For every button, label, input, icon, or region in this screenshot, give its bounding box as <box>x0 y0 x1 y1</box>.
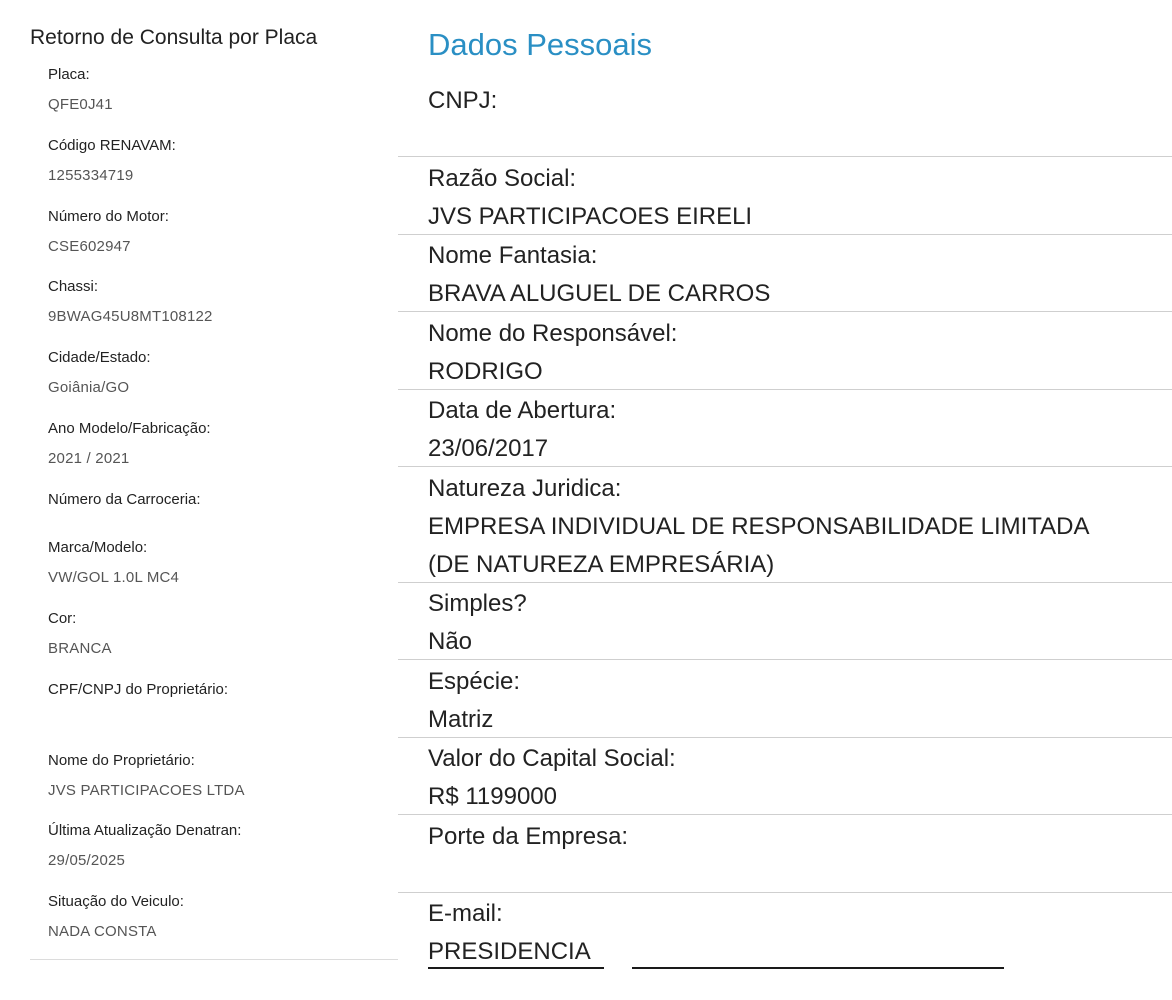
field-value: 23/06/2017 <box>428 435 549 462</box>
field-motor <box>48 207 388 257</box>
field-value: EMPRESA INDIVIDUAL DE RESPONSABILIDADE LIMITADA <box>428 513 1090 540</box>
field-label: Razão Social: <box>428 165 577 192</box>
divider <box>398 582 1172 583</box>
field-label: Porte da Empresa: <box>428 823 629 850</box>
field-label: Marca/Modelo: <box>48 539 148 556</box>
field-value <box>48 710 388 730</box>
divider <box>398 389 1172 390</box>
field-label: CNPJ: <box>428 87 498 114</box>
field-value: JVS PARTICIPACOES EIRELI <box>428 203 753 230</box>
divider <box>398 892 1172 893</box>
field-label: Ano Modelo/Fabricação: <box>48 420 211 437</box>
field-nome-proprietario <box>48 751 388 801</box>
divider <box>398 311 1172 312</box>
field-label: Espécie: <box>428 668 521 695</box>
field-label: Última Atualização Denatran: <box>48 822 242 839</box>
field-label: Nome do Responsável: <box>428 320 678 347</box>
redaction-mark <box>632 967 1004 969</box>
field-value: RODRIGO <box>428 358 543 385</box>
field-value-line2: (DE NATUREZA EMPRESÁRIA) <box>428 551 775 578</box>
field-ano-modelo <box>48 419 388 469</box>
field-ultima-atualizacao <box>48 821 388 871</box>
divider <box>398 737 1172 738</box>
field-label: Chassi: <box>48 278 99 295</box>
field-situacao-veiculo <box>48 892 388 942</box>
field-label: E-mail: <box>428 900 503 927</box>
field-chassi <box>48 277 388 327</box>
field-cidade-estado <box>48 348 388 398</box>
field-label: Número do Motor: <box>48 208 169 225</box>
field-value: JVS PARTICIPACOES LTDA <box>48 782 245 799</box>
field-value: Matriz <box>428 706 494 733</box>
field-value: 9BWAG45U8MT108122 <box>48 308 213 325</box>
field-value: Goiânia/GO <box>48 379 130 396</box>
field-renavam <box>48 136 388 186</box>
field-value: VW/GOL 1.0L MC4 <box>48 569 180 586</box>
field-value: Não <box>428 628 473 655</box>
field-value: CSE602947 <box>48 238 131 255</box>
field-label: Nome do Proprietário: <box>48 752 195 769</box>
personal-data-panel <box>398 0 1172 1000</box>
field-cpf-cnpj-proprietario <box>48 680 388 730</box>
personal-data-title: Dados Pessoais <box>428 27 653 62</box>
field-value: 1255334719 <box>48 167 134 184</box>
field-label: Número da Carroceria: <box>48 491 201 508</box>
divider <box>398 156 1172 157</box>
field-carroceria <box>48 490 388 540</box>
divider <box>398 814 1172 815</box>
field-cor <box>48 609 388 659</box>
field-value: BRANCA <box>48 640 112 657</box>
field-value: 2021 / 2021 <box>48 450 130 467</box>
field-label: CPF/CNPJ do Proprietário: <box>48 681 229 698</box>
field-label: Nome Fantasia: <box>428 242 598 269</box>
divider <box>30 959 398 960</box>
field-label: Cor: <box>48 610 77 627</box>
divider <box>398 659 1172 660</box>
field-label: Valor do Capital Social: <box>428 745 676 772</box>
field-value: PRESIDENCIA <box>428 938 591 965</box>
vehicle-info-panel <box>0 0 398 1000</box>
vehicle-panel-title: Retorno de Consulta por Placa <box>30 26 318 49</box>
field-value: NADA CONSTA <box>48 923 157 940</box>
field-label: Data de Abertura: <box>428 397 617 424</box>
field-label: Código RENAVAM: <box>48 137 176 154</box>
field-value <box>48 520 388 540</box>
field-value: R$ 1199000 <box>428 783 557 810</box>
field-value: 29/05/2025 <box>48 852 126 869</box>
redaction-mark <box>428 967 604 969</box>
divider <box>398 466 1172 467</box>
field-label: Natureza Juridica: <box>428 475 622 502</box>
field-marca-modelo <box>48 538 388 588</box>
field-value: QFE0J41 <box>48 96 113 113</box>
field-value: BRAVA ALUGUEL DE CARROS <box>428 280 771 307</box>
field-label: Placa: <box>48 66 90 83</box>
field-placa <box>48 65 388 115</box>
field-label: Situação do Veiculo: <box>48 893 184 910</box>
divider <box>398 234 1172 235</box>
field-label: Simples? <box>428 590 527 617</box>
field-label: Cidade/Estado: <box>48 349 151 366</box>
